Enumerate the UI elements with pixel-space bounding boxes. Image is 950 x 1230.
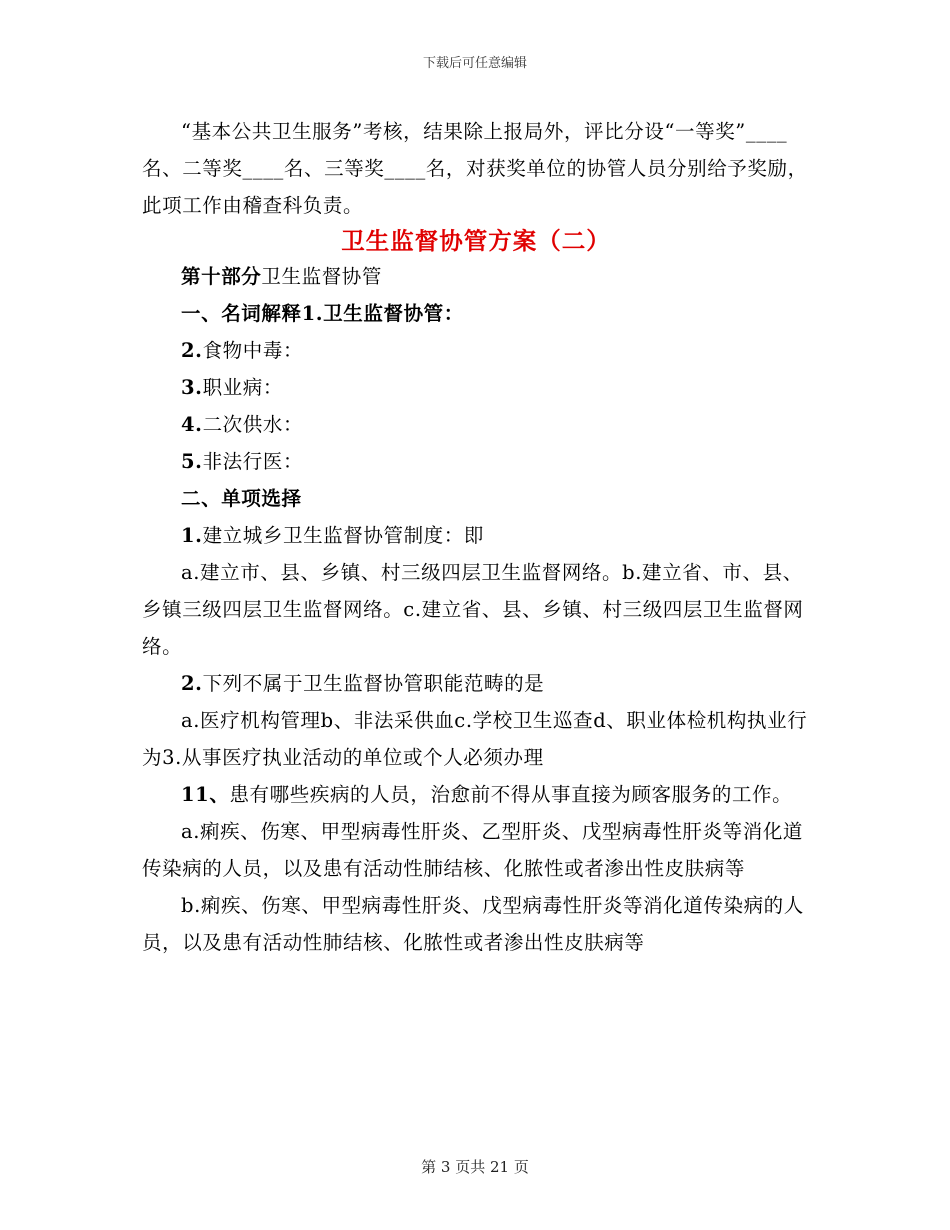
section-one-heading [142,295,810,332]
question-text: 建立城乡卫生监督协管制度：即 [202,524,484,547]
section-ten-heading [142,258,810,295]
question-text: 患有哪些疾病的人员，治愈前不得从事直接为顾客服务的工作。 [229,783,793,806]
page-footer: 第 3 页共 21 页 [421,1158,529,1176]
term-text: 职业病： [202,376,283,399]
term-text: 食物中毒： [202,339,304,362]
question-number: 2. [181,672,203,695]
section-one-label: 一、名词解释 [181,302,302,325]
question-text: 下列不属于卫生监督协管职能范畴的是 [202,672,545,695]
term-item [142,443,810,480]
term-number: 5. [181,450,203,473]
question-1-options: a.建立市、县、乡镇、村三级四层卫生监督网络。b.建立省、市、县、乡镇三级四层卫生监督网络。c.建立省、县、乡镇、村三级四层卫生监督网络。 [142,561,804,658]
question-number: 1. [181,524,203,547]
term-number: 2. [181,339,203,362]
question-2 [142,665,810,702]
question-2-options: a.医疗机构管理b、非法采供血c.学校卫生巡查d、职业体检机构执业行为3.从事医疗执业活动的单位或个人必须办理 [142,709,808,769]
question-number: 11、 [181,783,230,806]
term-text: 非法行医： [202,450,304,473]
document-body [142,113,810,961]
term-item [142,406,810,443]
page-header: 下载后可任意编辑 [422,56,527,71]
paragraph-award: “基本公共卫生服务”考核，结果除上报局外，评比分设“一等奖”____名、二等奖____名、三等奖____名，对获奖单位的协管人员分别给予奖励，此项工作由稽查科负责。 [142,120,808,217]
term-item [142,369,810,406]
term-number: 4. [181,413,203,436]
term-1-text: 卫生监督协管： [323,302,464,325]
question-1 [142,517,810,554]
term-number: 3. [181,376,203,399]
section-ten-label: 第十部分 [181,265,262,288]
term-text: 二次供水： [202,413,304,436]
term-item [142,332,810,369]
section-two-heading: 二、单项选择 [181,487,302,510]
question-11 [142,776,810,813]
question-11-option-a: a.痢疾、伤寒、甲型病毒性肝炎、乙型肝炎、戊型病毒性肝炎等消化道传染病的人员，以及患有活动性肺结核、化脓性或者渗出性皮肤病等 [142,820,804,880]
question-11-option-b: b.痢疾、伤寒、甲型病毒性肝炎、戊型病毒性肝炎等消化道传染病的人员，以及患有活动性肺结核、化脓性或者渗出性皮肤病等 [142,894,804,954]
term-1-number: 1. [301,302,324,325]
document-title: 卫生监督协管方案（二） [341,227,611,255]
section-ten-text: 卫生监督协管 [261,265,383,288]
